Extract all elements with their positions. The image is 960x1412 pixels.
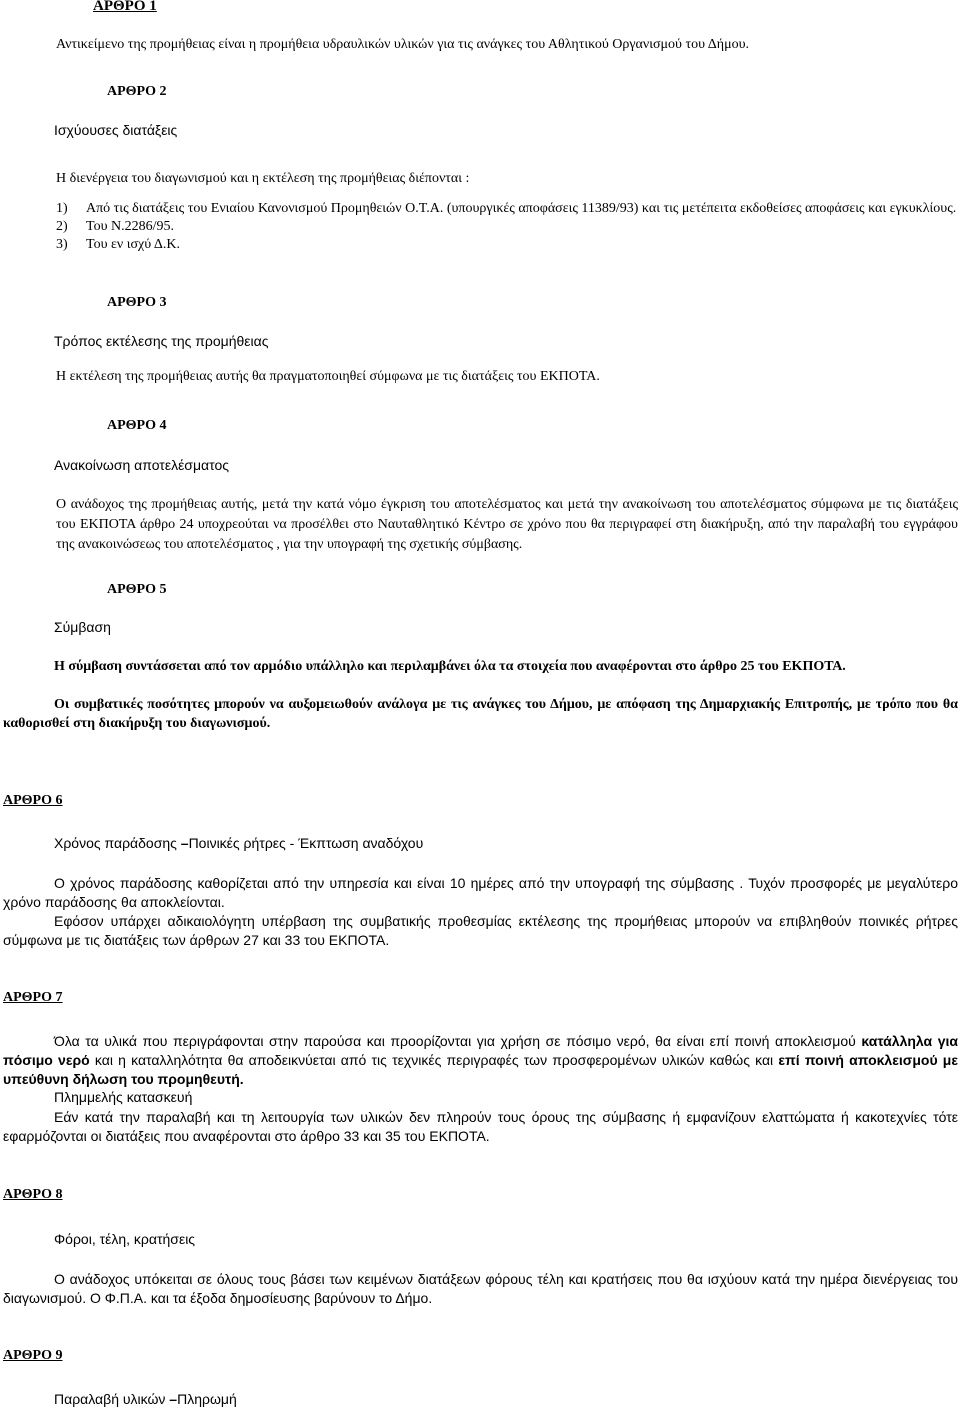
article-6-title: ΑΡΘΡΟ 6: [3, 793, 63, 808]
list-item: [56, 218, 958, 236]
article-6-paragraph-2: Εφόσον υπάρχει αδικαιολόγητη υπέρβαση της συμβατικής προθεσμίας εκτέλεσης της προμήθειας μπορούν να επιβληθούν ποινικές ρήτρες σύμφωνα με τις διατάξεις των άρθρων 27 και 33 του ΕΚΠΟΤΑ.: [3, 913, 958, 948]
article-9-title: ΑΡΘΡΟ 9: [3, 1348, 63, 1363]
list-item: [56, 236, 958, 254]
list-item-number: 3): [56, 237, 68, 252]
bold-run: επί ποινή αποκλεισμού με υπεύθυνη δήλωση του προμηθευτή.: [3, 1052, 958, 1087]
article-2-subtitle: Ισχύουσες διατάξεις: [54, 122, 178, 138]
text-run: Όλα τα υλικά που περιγράφονται στην παρούσα και προορίζονται για χρήση σε πόσιμο νερό, θα είναι επί ποινή αποκλεισμού: [54, 1033, 862, 1049]
article-3-subtitle: Τρόπος εκτέλεσης της προμήθειας: [54, 333, 269, 349]
article-1-title: ΑΡΘΡΟ 1: [93, 0, 157, 14]
article-7-paragraph-1: [3, 1032, 958, 1089]
subtitle-part: Ποινικές ρήτρες - Έκπτωση αναδόχου: [188, 835, 424, 851]
article-2-list: [56, 200, 958, 254]
article-7-subheading: Πλημμελής κατασκευή: [54, 1089, 193, 1105]
article-4-text: Ο ανάδοχος της προμήθειας αυτής, μετά την κατά νόμο έγκριση του αποτελέσματος και μετά την ανακοίνωση του αποτελέσματος σύμφωνα με τις διατάξεις του ΕΚΠΟΤΑ άρθρο 24 υποχρεούται να προσέλθει στο Ναυταθλητικό Κέντρο σε χρόνο που θα περιγραφεί στη διακήρυξη, από την παραλαβή του εγγράφου της ανακοινώσεως του αποτελέσματος , για την υπογραφή της σχετικής σύμβασης.: [56, 497, 958, 552]
article-5-subtitle: Σύμβαση: [54, 619, 111, 635]
subtitle-dash: –: [169, 1391, 178, 1407]
article-5-paragraph-1: Η σύμβαση συντάσσεται από τον αρμόδιο υπάλληλο και περιλαμβάνει όλα τα στοιχεία που αναφέρονται στο άρθρο 25 του ΕΚΠΟΤΑ.: [54, 659, 846, 674]
article-3-title: ΑΡΘΡΟ 3: [107, 295, 167, 310]
article-8-subtitle: Φόροι, τέλη, κρατήσεις: [54, 1231, 196, 1247]
list-item-number: 2): [56, 219, 68, 234]
list-item-text: Του Ν.2286/95.: [86, 219, 175, 234]
list-item-number: 1): [56, 201, 68, 216]
subtitle-part: Πληρωμή: [177, 1391, 237, 1407]
article-5-title: ΑΡΘΡΟ 5: [107, 582, 167, 597]
article-2-title: ΑΡΘΡΟ 2: [107, 84, 167, 99]
article-2-intro: Η διενέργεια του διαγωνισμού και η εκτέλεση της προμήθειας διέπονται :: [56, 171, 470, 186]
article-4-title: ΑΡΘΡΟ 4: [107, 418, 167, 433]
article-7-paragraph-3: Εάν κατά την παραλαβή και τη λειτουργία των υλικών δεν πληρούν τους όρους της σύμβασης ή εμφανίζουν ελαττώματα ή κακοτεχνίες τότε εφαρμόζονται οι διατάξεις που αναφέρονται στο άρθρο 33 και 35 του ΕΚΠΟΤΑ.: [3, 1109, 958, 1144]
article-1-text: Αντικείμενο της προμήθειας είναι η προμήθεια υδραυλικών υλικών για τις ανάγκες του Αθλητικού Οργανισμού του Δήμου.: [56, 37, 750, 52]
article-6-subtitle: [54, 835, 423, 851]
article-3-text: Η εκτέλεση της προμήθειας αυτής θα πραγματοποιηθεί σύμφωνα με τις διατάξεις του ΕΚΠΟΤΑ.: [56, 369, 600, 384]
article-8-text: Ο ανάδοχος υπόκειται σε όλους τους βάσει των κειμένων διατάξεων φόρους τέλη και κρατήσεις που θα ισχύουν κατά την ημέρα διενέργειας του διαγωνισμού. Ο Φ.Π.Α. και τα έξοδα δημοσίευσης βαρύνουν το Δήμο.: [3, 1271, 958, 1306]
list-item-text: Του εν ισχύ Δ.Κ.: [86, 237, 181, 252]
subtitle-part: Χρόνος παράδοσης: [54, 835, 181, 851]
subtitle-dash: –: [180, 835, 189, 851]
subtitle-part: Παραλαβή υλικών: [54, 1391, 170, 1407]
list-item: [56, 200, 958, 218]
bold-run: κατάλληλα για πόσιμο νερό: [3, 1033, 958, 1068]
article-8-title: ΑΡΘΡΟ 8: [3, 1187, 63, 1202]
list-item-text: Από τις διατάξεις του Ενιαίου Κανονισμού Προμηθειών Ο.Τ.Α. (υπουργικές αποφάσεις 11389/93) και τις μετέπειτα εκδοθείσες αποφάσεις και εγκυκλίους.: [86, 201, 957, 216]
text-run: και η καταλληλότητα θα αποδεικνύεται από τις τεχνικές περιγραφές των προσφερομένων υλικών καθώς και: [89, 1052, 779, 1068]
article-4-subtitle: Ανακοίνωση αποτελέσματος: [54, 457, 229, 473]
article-6-paragraph-1: Ο χρόνος παράδοσης καθορίζεται από την υπηρεσία και είναι 10 ημέρες από την υπογραφή της σύμβασης . Τυχόν προσφορές με μεγαλύτερο χρόνο παράδοσης θα αποκλείονται.: [3, 875, 958, 910]
article-9-subtitle: [54, 1391, 237, 1407]
article-7-title: ΑΡΘΡΟ 7: [3, 990, 63, 1005]
article-5-paragraph-2: Οι συμβατικές ποσότητες μπορούν να αυξομειωθούν ανάλογα με τις ανάγκες του Δήμου, με απόφαση της Δημαρχιακής Επιτροπής, με τρόπο που θα καθορισθεί στη διακήρυξη του διαγωνισμού.: [3, 697, 958, 731]
